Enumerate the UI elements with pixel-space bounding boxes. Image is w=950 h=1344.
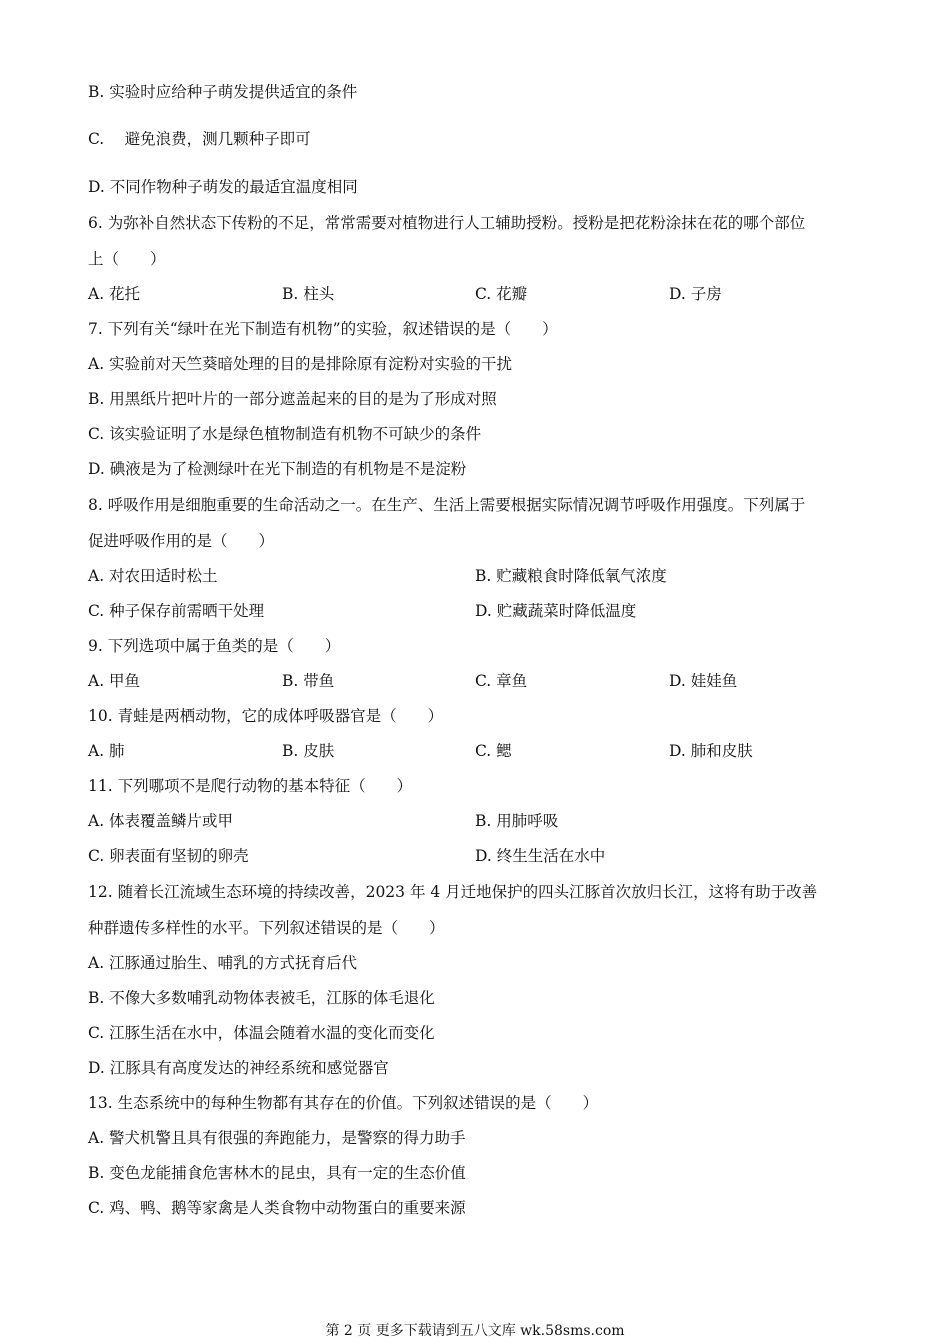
q11-option-c: C. 卵表面有坚韧的卵壳: [88, 847, 249, 865]
q8-option-c: C. 种子保存前需晒干处理: [88, 602, 265, 620]
q11-stem: 11. 下列哪项不是爬行动物的基本特征（ ）: [88, 777, 413, 795]
q11-option-d: D. 终生生活在水中: [475, 847, 606, 865]
q10-option-c: C. 鳃: [475, 742, 512, 760]
q12-option-d: D. 江豚具有高度发达的神经系统和感觉器官: [88, 1059, 389, 1077]
q8-option-a: A. 对农田适时松土: [88, 567, 218, 585]
q13-stem: 13. 生态系统中的每种生物都有其存在的价值。下列叙述错误的是（ ）: [88, 1094, 599, 1112]
q9-option-b: B. 带鱼: [282, 672, 335, 690]
q5-option-d: D. 不同作物种子萌发的最适宜温度相同: [88, 178, 358, 196]
q12-stem-line1: 12. 随着长江流域生态环境的持续改善，2023 年 4 月迁地保护的四头江豚首次放归长江，这将有助于改善: [88, 883, 818, 901]
q12-option-b: B. 不像大多数哺乳动物体表被毛，江豚的体毛退化: [88, 989, 435, 1007]
q9-option-a: A. 甲鱼: [88, 672, 141, 690]
q8-option-d: D. 贮藏蔬菜时降低温度: [475, 602, 637, 620]
q8-option-b: B. 贮藏粮食时降低氧气浓度: [475, 567, 667, 585]
q11-option-b: B. 用肺呼吸: [475, 812, 559, 830]
page-footer: 第 2 页 更多下载请到五八文库 wk.58sms.com: [325, 1323, 625, 1339]
q10-option-b: B. 皮肤: [282, 742, 335, 760]
q6-option-d: D. 子房: [669, 285, 722, 303]
q6-option-b: B. 柱头: [282, 285, 335, 303]
q9-option-c: C. 章鱼: [475, 672, 528, 690]
q7-stem: 7. 下列有关“绿叶在光下制造有机物”的实验，叙述错误的是（ ）: [88, 320, 558, 338]
q8-stem-line1: 8. 呼吸作用是细胞重要的生命活动之一。在生产、生活上需要根据实际情况调节呼吸作用强度。下列属于: [88, 496, 806, 514]
q5-option-c: C. 避免浪费，测几颗种子即可: [88, 130, 311, 148]
q12-option-a: A. 江豚通过胎生、哺乳的方式抚育后代: [88, 954, 358, 972]
q13-option-c: C. 鸡、鸭、鹅等家禽是人类食物中动物蛋白的重要来源: [88, 1199, 466, 1217]
q6-option-c: C. 花瓣: [475, 285, 528, 303]
q11-option-a: A. 体表覆盖鳞片或甲: [88, 812, 234, 830]
q13-option-a: A. 警犬机警且具有很强的奔跑能力，是警察的得力助手: [88, 1129, 466, 1147]
q12-stem-line2: 种群遗传多样性的水平。下列叙述错误的是（ ）: [88, 919, 445, 937]
q7-option-b: B. 用黑纸片把叶片的一部分遮盖起来的目的是为了形成对照: [88, 390, 497, 408]
q9-stem: 9. 下列选项中属于鱼类的是（ ）: [88, 637, 341, 655]
q7-option-d: D. 碘液是为了检测绿叶在光下制造的有机物是不是淀粉: [88, 460, 467, 478]
q10-option-d: D. 肺和皮肤: [669, 742, 753, 760]
q10-option-a: A. 肺: [88, 742, 125, 760]
q6-stem-line2: 上（ ）: [88, 250, 166, 268]
q12-option-c: C. 江豚生活在水中，体温会随着水温的变化而变化: [88, 1024, 435, 1042]
q5-option-b: B. 实验时应给种子萌发提供适宜的条件: [88, 83, 358, 101]
q7-option-a: A. 实验前对天竺葵暗处理的目的是排除原有淀粉对实验的干扰: [88, 355, 513, 373]
q8-stem-line2: 促进呼吸作用的是（ ）: [88, 532, 275, 550]
q13-option-b: B. 变色龙能捕食危害林木的昆虫，具有一定的生态价值: [88, 1164, 466, 1182]
q10-stem: 10. 青蛙是两栖动物，它的成体呼吸器官是（ ）: [88, 707, 444, 725]
q6-stem-line1: 6. 为弥补自然状态下传粉的不足，常常需要对植物进行人工辅助授粉。授粉是把花粉涂抹在花的哪个部位: [88, 214, 806, 232]
q6-option-a: A. 花托: [88, 285, 141, 303]
q9-option-d: D. 娃娃鱼: [669, 672, 738, 690]
q7-option-c: C. 该实验证明了水是绿色植物制造有机物不可缺少的条件: [88, 425, 482, 443]
